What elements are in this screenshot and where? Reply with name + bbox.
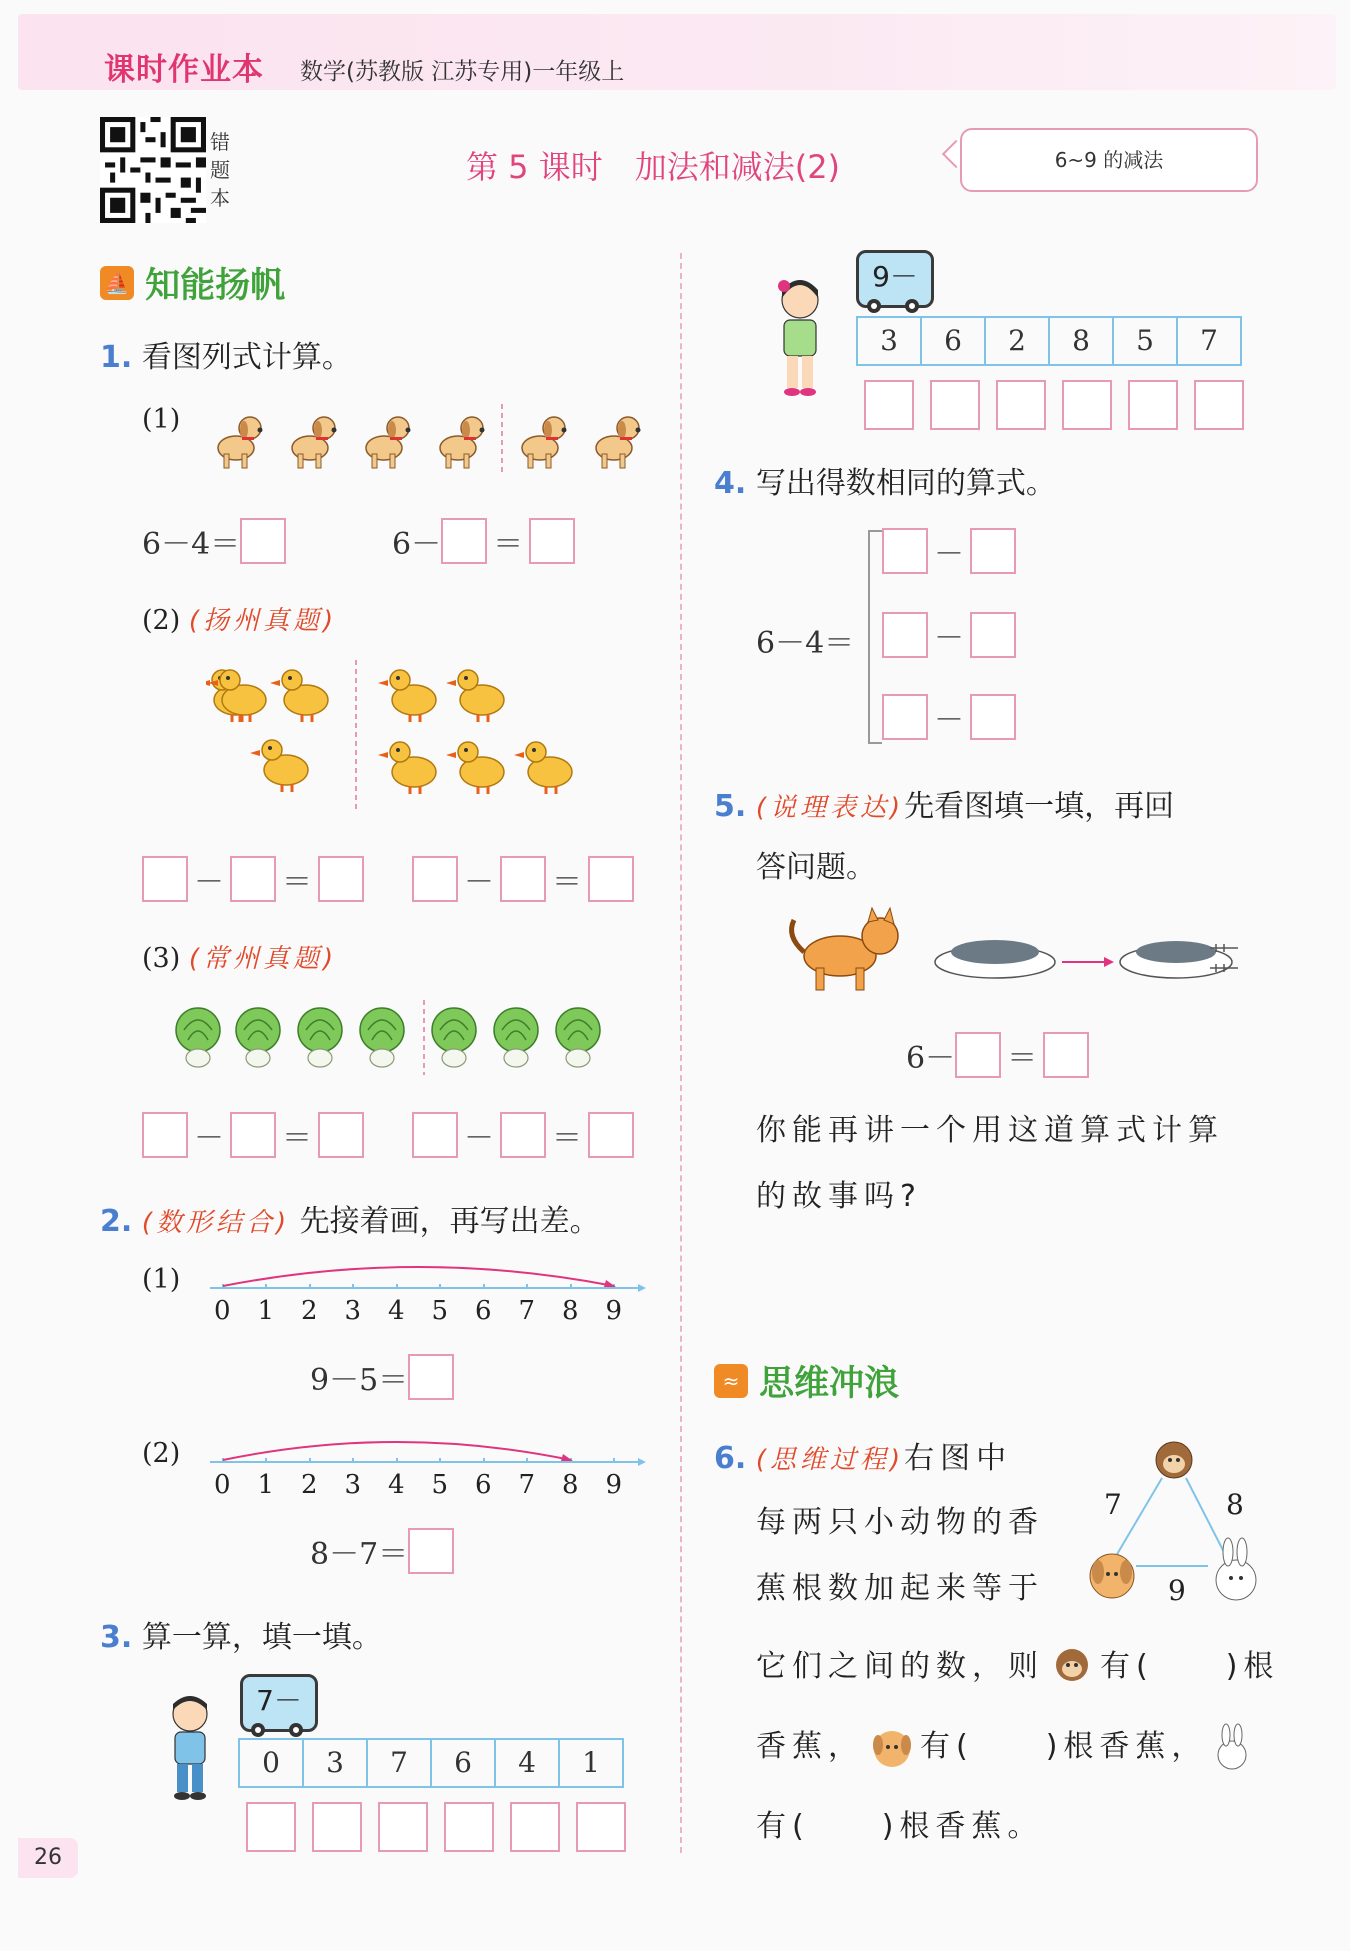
- question-text: 它们之间的数，则: [756, 1649, 1044, 1684]
- lesson-title: 第 5 课时 加法和减法(2): [466, 148, 841, 186]
- tick-label: 2: [301, 1470, 318, 1500]
- minus-sign: －: [464, 865, 494, 900]
- tick-label: 5: [431, 1470, 449, 1500]
- source-tag: (扬州真题): [188, 606, 338, 636]
- answer-box[interactable]: [312, 1802, 362, 1852]
- grid-cell: 2: [986, 318, 1050, 364]
- section-header-1: [100, 258, 285, 308]
- grid-cell: 6: [922, 318, 986, 364]
- q1-p1-equation-a: [142, 518, 286, 564]
- answer-box[interactable]: [970, 612, 1016, 658]
- cart-wheels-icon: [856, 298, 936, 314]
- answer-box[interactable]: [588, 1112, 634, 1158]
- q2-p1-equation: [310, 1354, 454, 1400]
- q5-followup-a: 你能再讲一个用这道算式计算: [756, 1113, 1224, 1148]
- grid-cell: 3: [304, 1740, 368, 1786]
- cabbage-icon: [176, 1008, 220, 1067]
- question-text: 右图中: [904, 1441, 1013, 1476]
- answer-box[interactable]: [882, 694, 928, 740]
- question-5: [714, 776, 1274, 839]
- column-divider: [680, 253, 682, 1853]
- question-4: [714, 458, 1056, 502]
- girl-illustration: [770, 276, 830, 402]
- puppy-icon: [1090, 1554, 1134, 1598]
- answer-box[interactable]: [408, 1528, 454, 1574]
- monkey-icon: [1044, 1643, 1100, 1693]
- question-number: 5.: [714, 789, 747, 824]
- section-header-2: [714, 1356, 899, 1406]
- number-line-2-labels: [214, 1470, 674, 1500]
- equals-sign: ＝: [493, 527, 524, 562]
- tick-label: 3: [344, 1470, 362, 1500]
- equals-sign: ＝: [552, 865, 582, 900]
- tick-label: 6: [475, 1470, 492, 1500]
- page-number: 26: [18, 1838, 78, 1878]
- question-text: 香蕉，: [756, 1729, 864, 1764]
- grid-cell: 0: [240, 1740, 304, 1786]
- question-text: 看图列式计算。: [141, 340, 352, 375]
- question-1: [100, 332, 352, 376]
- tick-label: 0: [214, 1470, 231, 1500]
- answer-box[interactable]: [142, 856, 188, 902]
- section-title: 知能扬帆: [145, 266, 286, 306]
- question-6-line3: 蕉根数加起来等于: [756, 1571, 1044, 1606]
- minus-sign: －: [934, 537, 964, 572]
- answer-box[interactable]: [318, 856, 364, 902]
- dogs-illustration: [206, 404, 656, 474]
- answer-box[interactable]: [930, 380, 980, 430]
- question-number: 2.: [100, 1204, 133, 1239]
- source-tag: (思维过程): [755, 1445, 905, 1475]
- equation-text: 6－4＝: [142, 527, 241, 562]
- ducks-illustration: [206, 660, 586, 820]
- tick-label: 7: [518, 1470, 536, 1500]
- tick-label: 1: [257, 1470, 275, 1500]
- grid-cell: 6: [432, 1740, 496, 1786]
- question-number: 1.: [100, 340, 133, 375]
- answer-box[interactable]: [1062, 380, 1112, 430]
- grid-cell: 3: [858, 318, 922, 364]
- tick-label: 8: [562, 1296, 579, 1326]
- question-6-line1: [714, 1428, 1012, 1491]
- q5-followup-b: 的故事吗?: [756, 1179, 922, 1214]
- q5-equation: [906, 1032, 1089, 1078]
- tick-label: 5: [431, 1296, 449, 1326]
- answer-box[interactable]: [529, 518, 575, 564]
- q1-p2-header: [142, 600, 337, 637]
- subtract-cart: 9－: [856, 250, 934, 308]
- answer-box[interactable]: [246, 1802, 296, 1852]
- answer-box[interactable]: [408, 1354, 454, 1400]
- q1-p3-equation-a: [142, 1112, 364, 1158]
- answer-box[interactable]: [955, 1032, 1001, 1078]
- answer-box[interactable]: [882, 528, 928, 574]
- answer-box[interactable]: [1128, 380, 1178, 430]
- cat-fish-illustration: [780, 906, 1240, 996]
- triangle-label-right: 8: [1226, 1488, 1244, 1521]
- equals-sign: ＝: [552, 1121, 582, 1156]
- q3-answer-row-b: [864, 380, 1244, 430]
- question-2: [100, 1196, 600, 1240]
- cart-wheels-icon: [240, 1722, 320, 1738]
- wave-icon: ≈: [714, 1364, 748, 1398]
- number-line-1[interactable]: [206, 1256, 646, 1296]
- q1-part-label: (1): [142, 404, 181, 435]
- answer-box[interactable]: [412, 856, 458, 902]
- source-tag: (常州真题): [188, 944, 338, 974]
- book-subtitle: 数学(苏教版 江苏专用)一年级上: [300, 59, 625, 85]
- qr-label: 错题本: [210, 130, 230, 210]
- q1-p3-header: [142, 938, 337, 975]
- equation-text: 6－: [906, 1041, 956, 1076]
- cat-icon: [792, 908, 898, 990]
- tick-label: 3: [344, 1296, 362, 1326]
- q1-p3-equation-b: [412, 1112, 634, 1158]
- grid-cell: 1: [582, 1746, 600, 1779]
- answer-box[interactable]: [240, 518, 286, 564]
- answer-box[interactable]: [510, 1802, 560, 1852]
- equals-sign: ＝: [282, 865, 312, 900]
- section-title: 思维冲浪: [759, 1364, 900, 1404]
- plate-of-fish-icon: [1120, 941, 1232, 978]
- q2-part-label: (1): [142, 1264, 181, 1295]
- question-text: 有( )根香蕉，: [920, 1729, 1208, 1764]
- answer-box[interactable]: [970, 528, 1016, 574]
- tick-label: 4: [388, 1470, 405, 1500]
- tick-label: 1: [257, 1296, 275, 1326]
- answer-box[interactable]: [864, 380, 914, 430]
- q1-p2-equation-b: [412, 856, 634, 902]
- question-5-text-b: 答问题。: [756, 850, 876, 885]
- q4-equation-left: 6－4＝: [756, 626, 855, 661]
- question-text: 先看图填一填，再回: [904, 789, 1175, 824]
- subtract-cart: 7－: [240, 1674, 318, 1732]
- rabbit-icon: [1207, 1723, 1257, 1773]
- q3-number-row-b: [856, 316, 1242, 366]
- brand-title: 课时作业本: [104, 52, 264, 88]
- question-6-line4: [756, 1636, 1279, 1698]
- q1-p2-equation-a: [142, 856, 364, 902]
- q4-row: [882, 612, 1016, 658]
- answer-box[interactable]: [378, 1802, 428, 1852]
- source-tag: (数形结合): [141, 1208, 291, 1238]
- q3-answer-row-a: [246, 1802, 626, 1852]
- answer-box[interactable]: [996, 380, 1046, 430]
- q2-p2-equation: [310, 1528, 454, 1574]
- lesson-note: 6~9 的减法: [960, 128, 1258, 192]
- answer-box[interactable]: [882, 612, 928, 658]
- answer-box[interactable]: [230, 856, 276, 902]
- dog-icon: [218, 417, 263, 468]
- tick-label: 0: [214, 1296, 231, 1326]
- monkey-icon: [1156, 1442, 1192, 1478]
- question-text: 算一算，填一填。: [141, 1620, 382, 1655]
- answer-box[interactable]: [1194, 380, 1244, 430]
- answer-box[interactable]: [1043, 1032, 1089, 1078]
- qr-code-icon[interactable]: [100, 117, 206, 223]
- q4-row: [882, 694, 1016, 740]
- tick-label: 2: [301, 1296, 318, 1326]
- answer-box[interactable]: [230, 1112, 276, 1158]
- grid-cell: 8: [1050, 318, 1114, 364]
- equation-text: 6－: [392, 527, 442, 562]
- tick-label: 8: [562, 1470, 579, 1500]
- answer-box[interactable]: [576, 1802, 626, 1852]
- minus-sign: －: [194, 1121, 224, 1156]
- answer-box[interactable]: [318, 1112, 364, 1158]
- question-6-line6: 有( )根香蕉。: [756, 1809, 1044, 1844]
- answer-box[interactable]: [444, 1802, 494, 1852]
- answer-box[interactable]: [142, 1112, 188, 1158]
- equation-text: 8－7＝: [310, 1537, 409, 1572]
- question-number: 3.: [100, 1620, 133, 1655]
- puppy-icon: [864, 1723, 920, 1773]
- answer-box[interactable]: [500, 856, 546, 902]
- triangle-label-left: 7: [1104, 1488, 1122, 1521]
- source-tag: (说理表达): [755, 793, 905, 823]
- grid-cell: 7: [368, 1740, 432, 1786]
- tick-label: 6: [475, 1296, 492, 1326]
- q2-part-label: (2): [142, 1438, 181, 1469]
- grid-cell: 4: [496, 1740, 560, 1786]
- cabbages-illustration: [172, 1000, 622, 1075]
- number-line-1-labels: [214, 1296, 674, 1326]
- q1-part-label: (2): [142, 605, 181, 636]
- question-3: [100, 1612, 382, 1656]
- question-text: 有( )根: [1100, 1649, 1280, 1684]
- question-text: 写出得数相同的算式。: [755, 466, 1056, 501]
- q4-bracket: [868, 530, 882, 744]
- minus-sign: －: [934, 621, 964, 656]
- question-number: 6.: [714, 1441, 747, 1476]
- q1-p1-equation-b: [392, 518, 575, 564]
- question-text: 先接着画，再写出差。: [299, 1204, 600, 1239]
- answer-box[interactable]: [441, 518, 487, 564]
- tick-label: 9: [605, 1470, 623, 1500]
- grid-cell: 5: [1114, 318, 1178, 364]
- equals-sign: ＝: [282, 1121, 312, 1156]
- question-6-line5: [756, 1716, 1257, 1778]
- answer-box[interactable]: [500, 1112, 546, 1158]
- sail-icon: ⛵: [100, 266, 134, 300]
- q3-number-row-a: [238, 1738, 624, 1788]
- boy-illustration: [162, 1692, 218, 1804]
- tick-label: 7: [518, 1296, 536, 1326]
- answer-box[interactable]: [970, 694, 1016, 740]
- plate-of-fish-icon: [935, 940, 1055, 978]
- triangle-label-bottom: 9: [1168, 1574, 1186, 1607]
- grid-cell: 7: [1200, 324, 1218, 357]
- minus-sign: －: [464, 1121, 494, 1156]
- tick-label: 9: [605, 1296, 623, 1326]
- answer-box[interactable]: [588, 856, 634, 902]
- minus-sign: －: [934, 703, 964, 738]
- question-6-line2: 每两只小动物的香: [756, 1505, 1044, 1540]
- number-line-2[interactable]: [206, 1430, 646, 1470]
- q1-part-label: (3): [142, 943, 181, 974]
- minus-sign: －: [194, 865, 224, 900]
- q4-row: [882, 528, 1016, 574]
- answer-box[interactable]: [412, 1112, 458, 1158]
- equation-text: 9－5＝: [310, 1363, 409, 1398]
- equals-sign: ＝: [1007, 1041, 1038, 1076]
- tick-label: 4: [388, 1296, 405, 1326]
- question-number: 4.: [714, 466, 747, 501]
